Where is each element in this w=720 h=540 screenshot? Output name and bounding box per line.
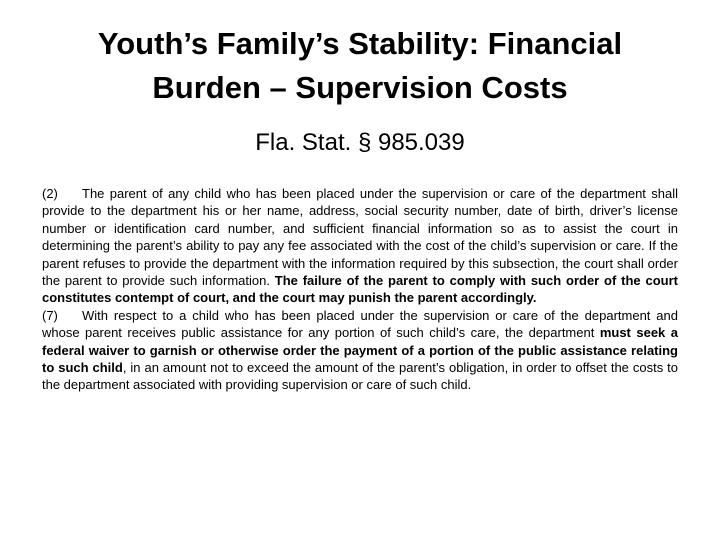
paragraph-7 — [42, 307, 678, 394]
statute-citation: Fla. Stat. § 985.039 — [255, 129, 465, 156]
paragraph-text: The parent of any child who has been placed under the supervision or care of the department shall provide to the department his or her name, address, social security number, date of birth, driver’s license number or identification card number, and sufficient financial information so as to assist the court in determining the parent’s ability to pay any fee associated with the cost of the child’s supervision or care. If the parent refuses to provide the department with the information required by this subsection, the court shall order the parent to provide such information. — [42, 186, 678, 289]
paragraph-number: (2) — [42, 186, 58, 201]
statute-text — [42, 185, 678, 394]
paragraph-number: (7) — [42, 307, 58, 323]
paragraph-text-end: , in an amount not to exceed the amount of the parent’s obligation, in order to offset the costs to the department associated with providing supervision or care of such child. — [42, 360, 678, 393]
paragraph-text: With respect to a child who has been placed under the supervision or care of the department and whose parent receives public assistance for any portion of such child’s care, the department — [42, 307, 678, 341]
paragraph-bold-text: The failure of the parent to comply with such order of the court constitutes contempt of court, and the court may punish the parent accordingly. — [42, 273, 678, 306]
title-line-2: Burden – Supervision Costs — [152, 70, 568, 105]
paragraph-2 — [42, 185, 678, 307]
paragraph-bold-text: must seek a federal waiver to garnish or otherwise order the payment of a portion of the public assistance relating to such child — [42, 325, 678, 376]
slide-title — [20, 22, 700, 110]
title-line-1: Youth’s Family’s Stability: Financial — [97, 26, 623, 61]
